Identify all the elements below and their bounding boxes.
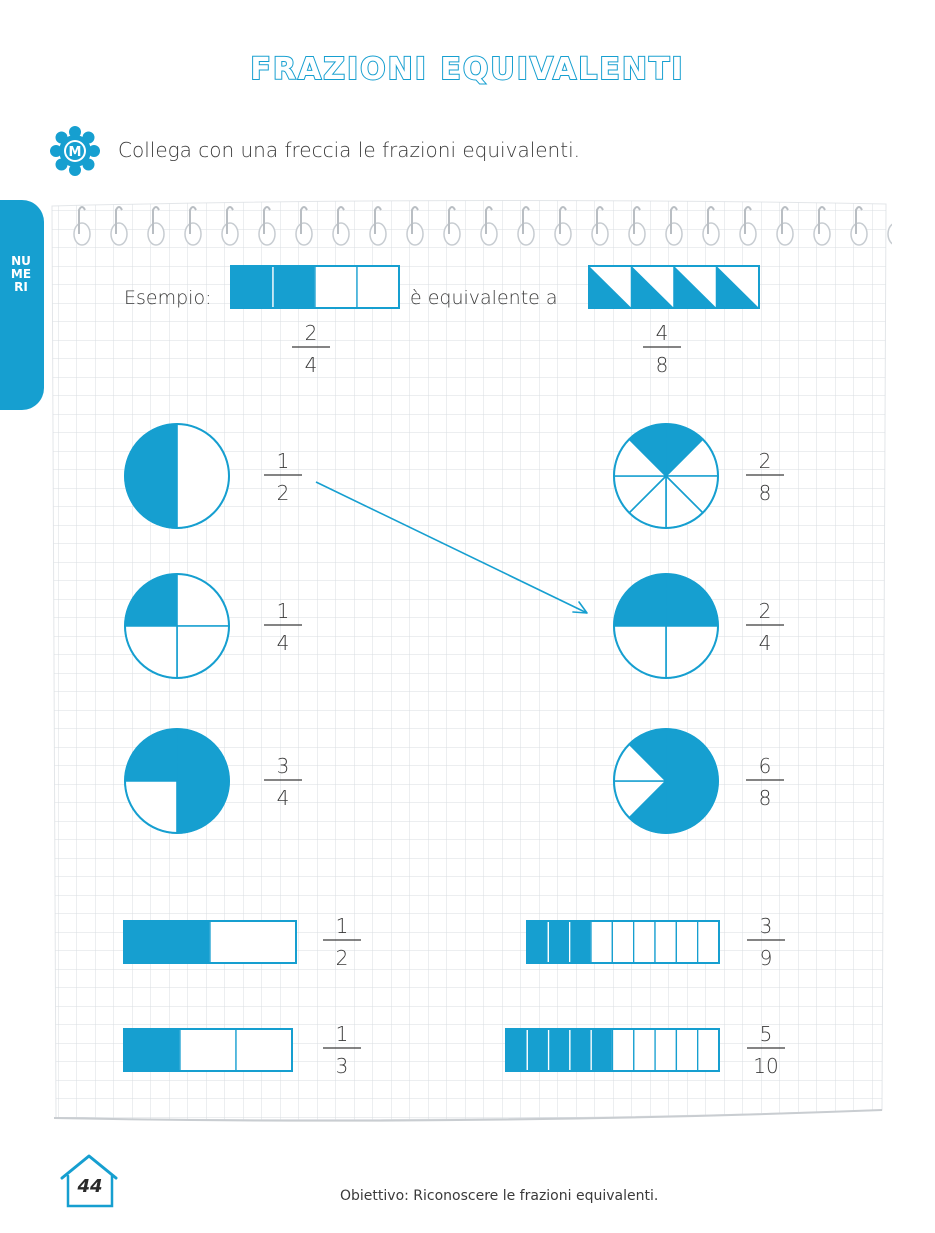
right-item-5-bar-segment [506,1029,527,1071]
page-number: 44 [77,1176,103,1197]
left-item-4-fraction-denominator: 2 [335,946,349,970]
math-badge-icon [50,126,100,176]
left-item-1-fraction-numerator: 1 [276,449,290,473]
grid-paper-sheet [44,192,892,1128]
left-item-4-bar-segment [210,921,296,963]
left-item-4-fraction-numerator: 1 [335,914,349,938]
left-item-5-bar [124,1029,292,1071]
left-item-1-fraction-denominator: 2 [276,481,290,505]
right-item-2-circle [614,574,718,678]
right-item-4-bar-segment [676,921,697,963]
example-right-fraction-denominator: 8 [655,353,669,377]
right-item-3-circle [614,729,718,833]
right-item-5-bar-segment [634,1029,655,1071]
example-right-bar [589,266,759,308]
example-left-bar-segment [315,266,357,308]
example-left-fraction-numerator: 2 [304,321,318,345]
right-item-5-fraction-denominator: 10 [753,1054,779,1078]
right-item-1-fraction-numerator: 2 [758,449,772,473]
right-item-4-bar-segment [634,921,655,963]
right-item-3-fraction-denominator: 8 [758,786,772,810]
right-item-5-bar-segment [570,1029,591,1071]
left-item-5-bar-segment [180,1029,236,1071]
right-item-5-bar-segment [613,1029,634,1071]
objective-text: Obiettivo: Riconoscere le frazioni equivalenti. [340,1188,659,1204]
left-item-3-fraction-denominator: 4 [276,786,290,810]
right-item-5-bar-segment [527,1029,548,1071]
section-tab-label: NUMERI [10,254,32,294]
right-item-1-fraction-denominator: 8 [758,481,772,505]
left-item-5-bar-segment [124,1029,180,1071]
right-item-4-bar-segment [548,921,569,963]
example-left-bar-segment [273,266,315,308]
example-left-fraction-denominator: 4 [304,353,318,377]
right-item-4-bar-segment [612,921,633,963]
left-item-2-fraction-denominator: 4 [276,631,290,655]
example-label: Esempio: [124,287,212,309]
badge-letter: M [68,145,82,160]
right-item-4-fraction-numerator: 3 [759,914,773,938]
example-left-bar [231,266,399,308]
right-item-3-fraction-numerator: 6 [758,754,772,778]
right-item-2-fraction-numerator: 2 [758,599,772,623]
right-item-5-bar [506,1029,719,1071]
left-item-5-fraction-numerator: 1 [335,1022,349,1046]
left-item-5-fraction-denominator: 3 [335,1054,349,1078]
section-tab [0,200,44,410]
right-item-5-bar-segment [655,1029,676,1071]
example-left-bar-segment [231,266,273,308]
right-item-5-fraction-numerator: 5 [759,1022,773,1046]
right-item-1-circle [614,424,718,528]
right-item-2-fraction-denominator: 4 [758,631,772,655]
right-item-4-bar [527,921,719,963]
right-item-4-bar-segment [698,921,719,963]
left-item-1-circle [125,424,229,528]
right-item-5-bar-segment [698,1029,719,1071]
left-item-4-bar-segment [124,921,210,963]
right-item-4-bar-segment [591,921,612,963]
example-middle-text: è equivalente a [410,287,558,309]
page-title: FRAZIONI EQUIVALENTI [250,52,685,87]
right-item-5-bar-segment [549,1029,570,1071]
example-right-fraction-numerator: 4 [655,321,669,345]
right-item-5-bar-segment [591,1029,612,1071]
left-item-3-circle [125,729,229,833]
left-item-2-fraction-numerator: 1 [276,599,290,623]
example-left-bar-segment [357,266,399,308]
right-item-4-bar-segment [527,921,548,963]
right-item-4-bar-segment [655,921,676,963]
right-item-5-bar-segment [676,1029,697,1071]
right-item-4-fraction-denominator: 9 [759,946,773,970]
right-item-4-bar-segment [570,921,591,963]
instruction-text: Collega con una freccia le frazioni equivalenti. [118,138,580,162]
left-item-3-fraction-numerator: 3 [276,754,290,778]
left-item-4-bar [124,921,296,963]
left-item-5-bar-segment [236,1029,292,1071]
left-item-2-circle [125,574,229,678]
